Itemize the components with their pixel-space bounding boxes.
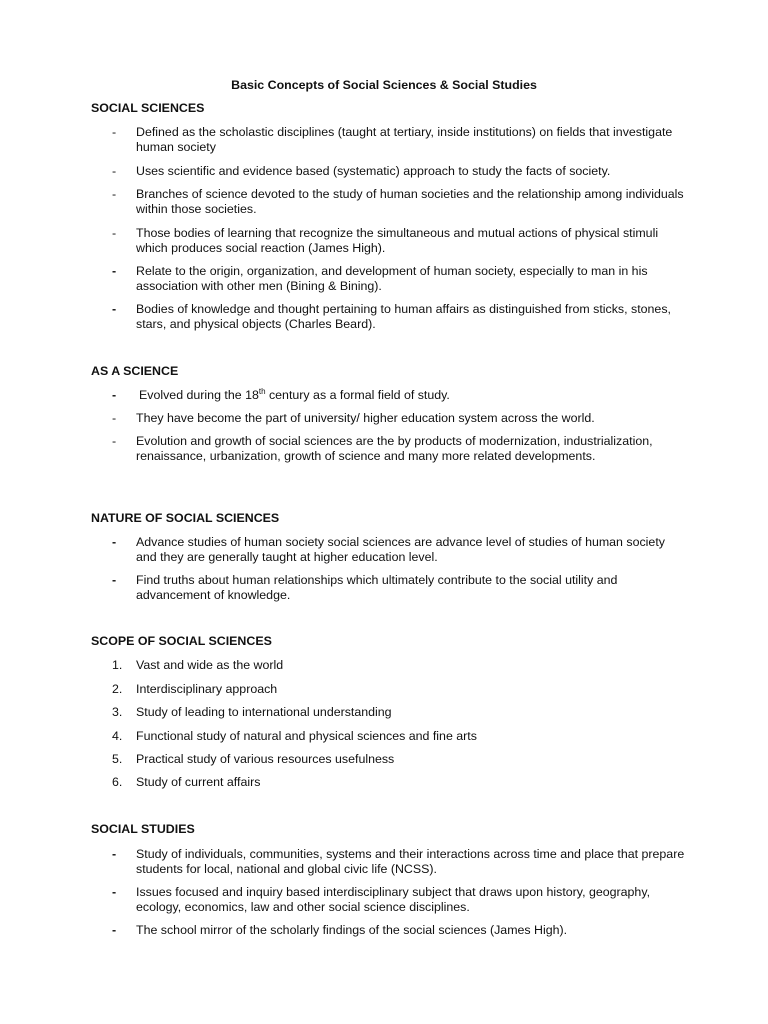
list-item-text: Practical study of various resources usefulness: [136, 752, 395, 766]
list-item-text: Relate to the origin, organization, and development of human society, especially to man in his association with other men (Bining & Bining).: [136, 264, 648, 294]
list-marker: -: [112, 847, 117, 861]
list-item-text: Functional study of natural and physical sciences and fine arts: [136, 729, 477, 743]
list-item-text: Vast and wide as the world: [136, 658, 284, 672]
list-marker: -: [112, 388, 117, 402]
section-heading-nature: NATURE OF SOCIAL SCIENCES: [91, 511, 280, 525]
list-item-text: Interdisciplinary approach: [136, 682, 278, 696]
list-number: 3.: [112, 705, 123, 719]
list-item-text: Advance studies of human society social sciences are advance level of studies of human society and they are generally taught at higher education level.: [136, 535, 665, 565]
list-number: 1.: [112, 658, 123, 672]
list-marker: -: [112, 434, 117, 448]
list-item-text-after: century as a formal field of study.: [265, 388, 450, 402]
list-item-text: They have become the part of university/ higher education system across the world.: [136, 411, 595, 425]
section-heading-social-sciences: SOCIAL SCIENCES: [91, 101, 205, 115]
list-marker: -: [112, 535, 117, 549]
list-marker: -: [112, 923, 117, 937]
list-item-text: Find truths about human relationships which ultimately contribute to the social utility and advancement of knowledge.: [136, 573, 618, 603]
list-marker: -: [112, 226, 117, 240]
list-item-text: Evolution and growth of social sciences are the by products of modernization, industrialization, renaissance, urbanization, growth of science and many more related developments.: [136, 434, 653, 464]
section-heading-scope: SCOPE OF SOCIAL SCIENCES: [91, 634, 272, 648]
list-item-text: Uses scientific and evidence based (systematic) approach to study the facts of society.: [136, 164, 611, 178]
list-item-text: Those bodies of learning that recognize the simultaneous and mutual actions of physical stimuli which produces social reaction (James High).: [136, 226, 659, 256]
list-number: 6.: [112, 775, 123, 789]
list-item-text: [139, 388, 689, 403]
superscript: th: [258, 386, 266, 396]
list-item-text: The school mirror of the scholarly findings of the social sciences (James High).: [136, 923, 568, 937]
list-number: 5.: [112, 752, 123, 766]
list-item-text: Study of leading to international understanding: [136, 705, 392, 719]
list-marker: -: [112, 885, 117, 899]
list-marker: -: [112, 302, 117, 316]
list-marker: -: [112, 187, 117, 201]
list-item-text: Defined as the scholastic disciplines (taught at tertiary, inside institutions) on fields that investigate human society: [136, 125, 673, 155]
list-item-text: Branches of science devoted to the study of human societies and the relationship among individuals within those societies.: [136, 187, 684, 217]
list-item-text-before: Evolved during the 18: [139, 388, 259, 402]
list-number: 4.: [112, 729, 123, 743]
list-marker: -: [112, 264, 117, 278]
list-item-text: Study of individuals, communities, systems and their interactions across time and place that prepare students for local, national and global civic life (NCSS).: [136, 847, 685, 877]
list-item-text: Issues focused and inquiry based interdisciplinary subject that draws upon history, geography, ecology, economics, law and other social science disciplines.: [136, 885, 651, 915]
list-item-text: Bodies of knowledge and thought pertaining to human affairs as distinguished from sticks, stones, stars, and physical objects (Charles Beard).: [136, 302, 671, 332]
list-marker: -: [112, 164, 117, 178]
document-title: Basic Concepts of Social Sciences & Social Studies: [231, 78, 537, 92]
list-marker: -: [112, 125, 117, 139]
section-heading-as-a-science: AS A SCIENCE: [91, 364, 179, 378]
list-item-text: Study of current affairs: [136, 775, 261, 789]
section-heading-social-studies: SOCIAL STUDIES: [91, 822, 195, 836]
list-marker: -: [112, 573, 117, 587]
list-number: 2.: [112, 682, 123, 696]
list-marker: -: [112, 411, 117, 425]
